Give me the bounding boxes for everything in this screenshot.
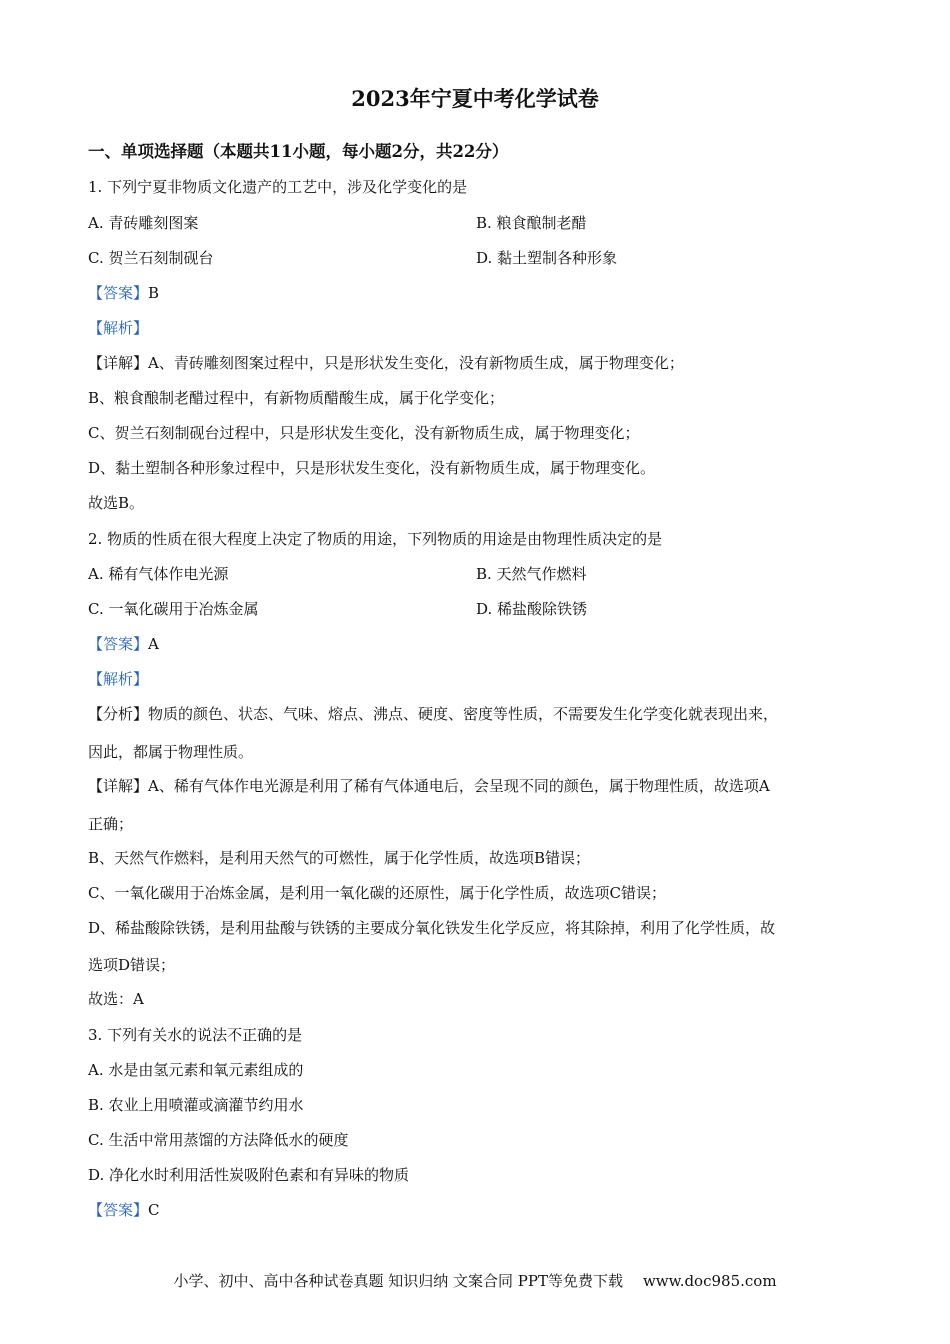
q1-option-c: C. 贺兰石刻制砚台 (88, 249, 214, 267)
q1-option-a: A. 青砖雕刻图案 (88, 214, 199, 232)
answer-tag: 【答案】 (88, 284, 149, 302)
analysis-tag: 【分析】 (88, 705, 149, 723)
q2-stem: 2. 物质的性质在很大程度上决定了物质的用途，下列物质的用途是由物理性质决定的是 (88, 530, 663, 548)
q2-analysis-2: 因此，都属于物理性质。 (88, 743, 254, 761)
answer-tag: 【答案】 (88, 1201, 149, 1219)
q1-detail-c: C、贺兰石刻制砚台过程中，只是形状发生变化，没有新物质生成，属于物理变化； (88, 424, 640, 442)
detail-tag: 【详解】 (88, 777, 149, 795)
q2-answer (88, 634, 159, 654)
q1-option-d: D. 黏土塑制各种形象 (476, 249, 618, 267)
q1-answer (88, 283, 159, 303)
q2-option-a: A. 稀有气体作电光源 (88, 565, 229, 583)
q3-option-b: B. 农业上用喷灌或滴灌节约用水 (88, 1096, 304, 1114)
detail-text: A、青砖雕刻图案过程中，只是形状发生变化，没有新物质生成，属于物理变化； (148, 354, 684, 372)
q2-conclusion: 故选：A (88, 990, 144, 1008)
q2-detail-d1: D、稀盐酸除铁锈，是利用盐酸与铁锈的主要成分氧化铁发生化学反应，将其除掉，利用了化学性质，故 (88, 919, 776, 937)
q3-answer (88, 1200, 160, 1220)
q1-jiexi-tag: 【解析】 (88, 319, 149, 337)
q2-jiexi-tag: 【解析】 (88, 670, 149, 688)
q3-option-d: D. 净化水时利用活性炭吸附色素和有异味的物质 (88, 1166, 410, 1184)
analysis-text: 物质的颜色、状态、气味、熔点、沸点、硬度、密度等性质，不需要发生化学变化就表现出来， (148, 705, 779, 723)
section-heading: 一、单项选择题（本题共11小题，每小题2分，共22分） (88, 142, 509, 161)
q1-stem: 1. 下列宁夏非物质文化遗产的工艺中，涉及化学变化的是 (88, 178, 468, 196)
q1-detail-b: B、粮食酿制老醋过程中，有新物质醋酸生成，属于化学变化； (88, 389, 505, 407)
answer-value: C (148, 1201, 160, 1219)
q3-option-c: C. 生活中常用蒸馏的方法降低水的硬度 (88, 1131, 349, 1149)
answer-value: A (148, 635, 159, 653)
page-title: 2023年宁夏中考化学试卷 (351, 86, 599, 111)
page-footer (0, 1270, 950, 1291)
q2-detail-b: B、天然气作燃料，是利用天然气的可燃性，属于化学性质，故选项B错误； (88, 849, 591, 867)
answer-value: B (148, 284, 160, 302)
q2-detail-a2: 正确； (88, 815, 134, 833)
q2-detail-a1 (88, 776, 770, 796)
q2-option-d: D. 稀盐酸除铁锈 (476, 600, 588, 618)
footer-text: 小学、初中、高中各种试卷真题 知识归纳 文案合同 PPT等免费下载 (173, 1272, 623, 1290)
q3-option-a: A. 水是由氢元素和氧元素组成的 (88, 1061, 304, 1079)
q2-option-b: B. 天然气作燃料 (476, 565, 587, 583)
detail-tag: 【详解】 (88, 354, 149, 372)
q2-detail-d2: 选项D错误； (88, 956, 176, 974)
q2-option-c: C. 一氧化碳用于冶炼金属 (88, 600, 259, 618)
q1-detail-d: D、黏土塑制各种形象过程中，只是形状发生变化，没有新物质生成，属于物理变化。 (88, 459, 656, 477)
footer-url[interactable]: www.doc985.com (642, 1272, 777, 1290)
detail-text: A、稀有气体作电光源是利用了稀有气体通电后，会呈现不同的颜色，属于物理性质，故选项A (148, 777, 770, 795)
q1-conclusion: 故选B。 (88, 494, 145, 512)
q1-option-b: B. 粮食酿制老醋 (476, 214, 587, 232)
q2-analysis-1 (88, 704, 778, 724)
q2-detail-c: C、一氧化碳用于冶炼金属，是利用一氧化碳的还原性，属于化学性质，故选项C错误； (88, 884, 666, 902)
q1-detail-a (88, 353, 684, 373)
answer-tag: 【答案】 (88, 635, 149, 653)
q3-stem: 3. 下列有关水的说法不正确的是 (88, 1026, 303, 1044)
